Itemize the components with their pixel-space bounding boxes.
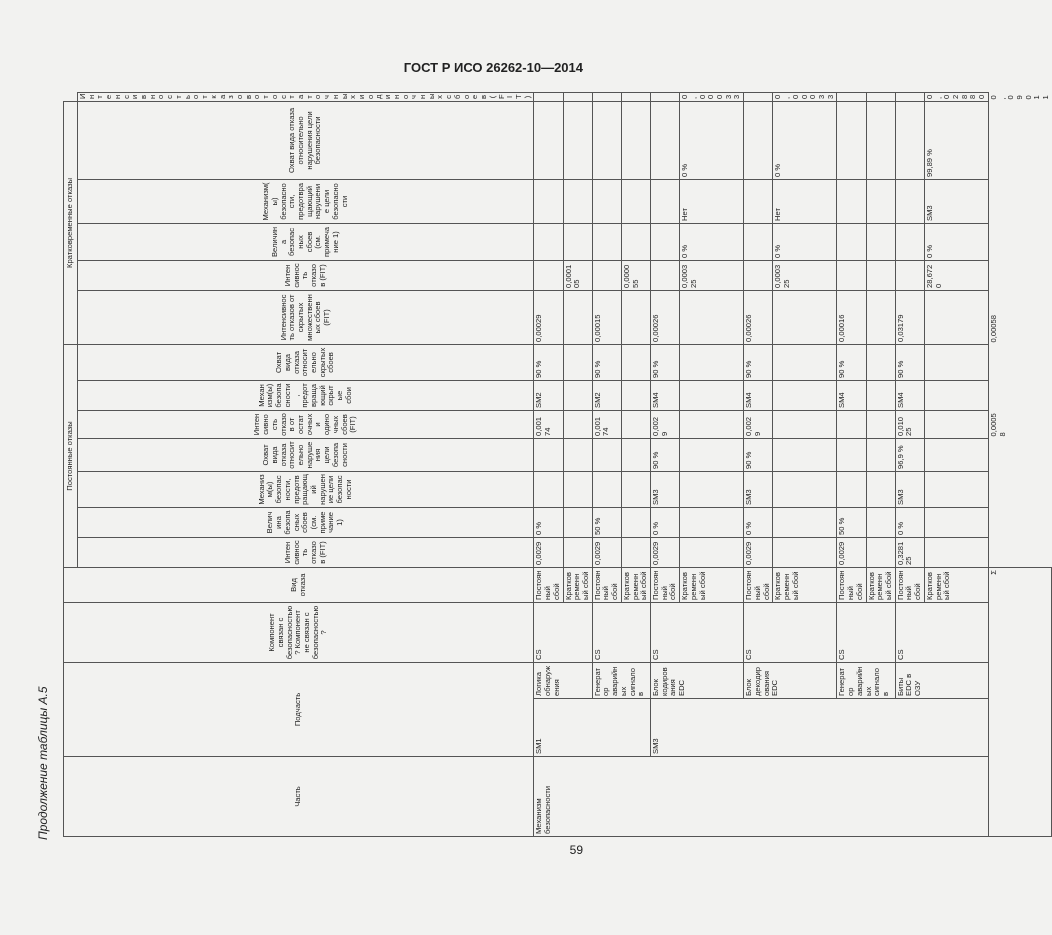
tresid-cell <box>563 93 592 102</box>
tmech-cell <box>744 179 773 223</box>
totals-plat-cell: 0,00058 <box>988 315 998 343</box>
plat-cell: 0,00029 <box>534 290 563 344</box>
pfit-cell: 0,0029 <box>592 537 621 567</box>
psafe-cell <box>680 507 744 537</box>
page-number: 59 <box>569 843 583 857</box>
pmech2-cell <box>866 380 895 410</box>
col-header-tr-mech: Механизм(ы) безопасности, предотвращающий нарушение цели безопасности <box>78 179 534 223</box>
tcov-cell <box>866 101 895 179</box>
pmech1-cell: SM3 <box>651 471 680 507</box>
psafe-cell <box>866 507 895 537</box>
tfit-cell <box>744 260 773 290</box>
col-header-perm-mech1: Механизм(ы) безопасности, предотвращающий нарушение цели безопасности <box>78 471 534 507</box>
pmech2-cell <box>621 380 650 410</box>
tresid-cell: 0,02880 <box>924 93 988 102</box>
tcov-cell: 0 % <box>680 101 744 179</box>
tresid-cell: 0,00033 <box>773 93 837 102</box>
totals-empty-cell <box>988 380 1052 410</box>
tresid-cell <box>534 93 563 102</box>
tmech-cell <box>866 179 895 223</box>
presid-cell <box>866 410 895 438</box>
totals-label-cell: Σ <box>988 567 1052 836</box>
subpart-cell: Блок декодирования EDC <box>744 662 837 698</box>
pcov1-cell: 96,9 % <box>895 438 924 471</box>
pcov2-cell: 90 % <box>837 344 866 380</box>
plat-cell: 0,00026 <box>651 290 680 344</box>
fault-type-cell: Кратковременный сбой <box>563 567 592 602</box>
pfit-cell <box>773 537 837 567</box>
tresid-cell <box>621 93 650 102</box>
presid-cell <box>924 410 988 438</box>
document-code: ГОСТ Р ИСО 26262-10—2014 <box>403 60 583 75</box>
fault-type-cell: Постоянный сбой <box>651 567 680 602</box>
pcov2-cell: 90 % <box>534 344 563 380</box>
tresid-cell <box>866 93 895 102</box>
totals-empty-cell <box>988 438 1052 471</box>
tsafe-cell: 0 % <box>773 223 837 260</box>
pcov2-cell <box>924 344 988 380</box>
pfit-cell <box>866 537 895 567</box>
psafe-cell: 0 % <box>534 507 563 537</box>
part-label-cell: Механизм безопасности <box>534 757 989 837</box>
plat-cell <box>773 290 837 344</box>
col-header-perm-resid: Интенсивность отказов от остаточных и одиночных сбоев (FIT) <box>78 410 534 438</box>
pcov1-cell <box>924 438 988 471</box>
totals-presid-cell: 0,00058 <box>988 413 1007 437</box>
tsafe-cell <box>837 223 866 260</box>
tfit-cell <box>651 260 680 290</box>
fault-type-cell: Кратковременный сбой <box>773 567 837 602</box>
fault-analysis-table <box>63 92 1052 837</box>
presid-cell <box>837 410 866 438</box>
plat-cell <box>563 290 592 344</box>
tcov-cell <box>744 101 773 179</box>
pfit-cell <box>680 537 744 567</box>
tresid-cell <box>651 93 680 102</box>
pmech1-cell <box>773 471 837 507</box>
tfit-cell <box>895 260 924 290</box>
pmech1-cell <box>534 471 563 507</box>
tsafe-cell <box>866 223 895 260</box>
tcov-cell <box>651 101 680 179</box>
table-row <box>651 93 680 837</box>
pmech1-cell: SM3 <box>895 471 924 507</box>
col-header-perm-safe: Величина безопасных сбоев (см. примечание 1) <box>78 507 534 537</box>
tcov-cell <box>592 101 621 179</box>
pmech2-cell: SM2 <box>592 380 621 410</box>
sm1-label-cell: SM1 <box>534 699 651 757</box>
fault-type-cell: Постоянный сбой <box>837 567 866 602</box>
tcov-cell <box>837 101 866 179</box>
psafe-cell <box>924 507 988 537</box>
table-caption: Продолжение таблицы А.5 <box>36 686 50 840</box>
col-header-tr-cov: Охват вида отказа относительно нарушения цели безопасности <box>78 101 534 179</box>
presid-cell <box>680 410 744 438</box>
col-header-perm-cov2: Охват вида отказа относительно скрытых сбоев <box>78 344 534 380</box>
pmech2-cell <box>924 380 988 410</box>
tresid-cell <box>837 93 866 102</box>
safety-related-cell: CS <box>592 602 650 662</box>
fault-type-cell: Постоянный сбой <box>592 567 621 602</box>
pmech2-cell <box>563 380 592 410</box>
tfit-cell <box>534 260 563 290</box>
subpart-cell: Логика обнаружения <box>534 662 592 698</box>
plat-cell <box>924 290 988 344</box>
tcov-cell: 99,89 % <box>924 101 988 179</box>
col-header-fault-type: Вид отказа <box>64 567 534 602</box>
fault-type-cell: Кратковременный сбой <box>680 567 744 602</box>
tsafe-cell <box>621 223 650 260</box>
pcov2-cell <box>773 344 837 380</box>
col-header-perm-cov1: Охват вида отказа относительно нарушения цели безопасности <box>78 438 534 471</box>
col-header-perm-mech2: Механизм(ы) безопасности, предотвращающий скрытые сбои <box>78 380 534 410</box>
pfit-cell: 0,0029 <box>837 537 866 567</box>
pfit-cell <box>621 537 650 567</box>
psafe-cell: 0 % <box>895 507 924 537</box>
tfit-cell <box>866 260 895 290</box>
totals-empty-cell <box>988 179 1052 223</box>
totals-empty-cell <box>988 344 1052 380</box>
tmech-cell <box>563 179 592 223</box>
tfit-cell: 0,000325 <box>680 260 744 290</box>
tfit-cell <box>592 260 621 290</box>
tmech-cell: SM3 <box>924 179 988 223</box>
fault-type-cell: Постоянный сбой <box>895 567 924 602</box>
subpart-cell: Блок кодирования EDC <box>651 662 744 698</box>
pcov2-cell: 90 % <box>592 344 621 380</box>
pcov1-cell <box>680 438 744 471</box>
col-header-tr-resid: Интенсивность отказов от остаточных и одиночных сбоев (FIT) <box>78 93 534 102</box>
totals-row <box>988 93 1052 837</box>
tsafe-cell <box>744 223 773 260</box>
plat-cell <box>866 290 895 344</box>
pfit-cell <box>924 537 988 567</box>
pfit-cell: 0,0029 <box>744 537 773 567</box>
presid-cell <box>621 410 650 438</box>
pcov1-cell <box>773 438 837 471</box>
pmech2-cell: SM2 <box>534 380 563 410</box>
pmech2-cell: SM4 <box>837 380 866 410</box>
col-header-safety-related: Компонент связан с безопасностью? Компонент не связан с безопасностью? <box>64 602 534 662</box>
tsafe-cell <box>534 223 563 260</box>
presid-cell: 0,01025 <box>895 410 924 438</box>
pmech1-cell <box>680 471 744 507</box>
tsafe-cell <box>563 223 592 260</box>
tresid-cell <box>744 93 773 102</box>
plat-cell: 0,00026 <box>744 290 773 344</box>
table-row <box>534 93 563 837</box>
psafe-cell: 0 % <box>744 507 773 537</box>
psafe-cell: 0 % <box>651 507 680 537</box>
tmech-cell <box>621 179 650 223</box>
subpart-cell: Биты EDC в ОЗУ <box>895 662 988 698</box>
fault-type-cell: Постоянный сбой <box>534 567 563 602</box>
tmech-cell: Нет <box>680 179 744 223</box>
totals-empty-cell <box>988 260 1052 290</box>
totals-tresid-cell: 0,09011 <box>988 95 1051 100</box>
tmech-cell: Нет <box>773 179 837 223</box>
col-header-subpart: Подчасть <box>64 662 534 756</box>
pmech2-cell <box>773 380 837 410</box>
tsafe-cell <box>592 223 621 260</box>
tfit-cell: 0,000325 <box>773 260 837 290</box>
pmech1-cell <box>837 471 866 507</box>
pcov1-cell: 90 % <box>651 438 680 471</box>
tcov-cell <box>895 101 924 179</box>
totals-empty-cell <box>988 471 1052 507</box>
pmech1-cell <box>563 471 592 507</box>
pcov2-cell: 90 % <box>651 344 680 380</box>
pmech1-cell <box>924 471 988 507</box>
pcov1-cell <box>866 438 895 471</box>
pcov2-cell: 90 % <box>895 344 924 380</box>
col-group-transient: Кратковременные отказы <box>64 101 78 344</box>
plat-cell: 0,03179 <box>895 290 924 344</box>
tfit-cell: 28,6720 <box>924 260 988 290</box>
tresid-cell: 0,00033 <box>680 93 744 102</box>
plat-cell <box>680 290 744 344</box>
col-header-part: Часть <box>64 757 534 837</box>
pmech2-cell: SM4 <box>895 380 924 410</box>
totals-empty-cell <box>988 507 1052 537</box>
pcov1-cell <box>621 438 650 471</box>
pmech2-cell <box>680 380 744 410</box>
psafe-cell <box>773 507 837 537</box>
pmech1-cell <box>621 471 650 507</box>
col-header-tr-fit: Интенсивность отказов (FIT) <box>78 260 534 290</box>
pfit-cell: 0,0029 <box>651 537 680 567</box>
pcov2-cell <box>563 344 592 380</box>
tsafe-cell <box>651 223 680 260</box>
pcov1-cell: 90 % <box>744 438 773 471</box>
presid-cell: 0,0029 <box>744 410 773 438</box>
fault-type-cell: Кратковременный сбой <box>866 567 895 602</box>
tsafe-cell: 0 % <box>680 223 744 260</box>
presid-cell <box>563 410 592 438</box>
psafe-cell <box>563 507 592 537</box>
tmech-cell <box>895 179 924 223</box>
fault-type-cell: Кратковременный сбой <box>621 567 650 602</box>
tresid-cell <box>592 93 621 102</box>
safety-related-cell: CS <box>744 602 837 662</box>
fault-type-cell: Постоянный сбой <box>744 567 773 602</box>
pfit-cell: 0,328125 <box>895 537 924 567</box>
pmech1-cell: SM3 <box>744 471 773 507</box>
pcov1-cell <box>837 438 866 471</box>
safety-related-cell: CS <box>534 602 592 662</box>
tsafe-cell <box>895 223 924 260</box>
pmech2-cell: SM4 <box>651 380 680 410</box>
plat-cell: 0,00015 <box>592 290 621 344</box>
pcov1-cell <box>534 438 563 471</box>
tfit-cell: 0,000055 <box>621 260 650 290</box>
tcov-cell: 0 % <box>773 101 837 179</box>
tfit-cell <box>837 260 866 290</box>
col-header-tr-safe: Величина безопасных сбоев (см. примечание 1) <box>78 223 534 260</box>
tmech-cell <box>837 179 866 223</box>
pcov2-cell <box>621 344 650 380</box>
totals-empty-cell <box>988 101 1052 179</box>
col-group-permanent: Постоянные отказы <box>64 344 78 567</box>
pcov1-cell <box>592 438 621 471</box>
safety-related-cell: CS <box>837 602 895 662</box>
pcov1-cell <box>563 438 592 471</box>
col-header-perm-fit: Интенсивность отказов (FIT) <box>78 537 534 567</box>
presid-cell: 0,00174 <box>592 410 621 438</box>
tmech-cell <box>534 179 563 223</box>
totals-empty-cell <box>988 537 1052 567</box>
presid-cell <box>773 410 837 438</box>
psafe-cell: 50 % <box>837 507 866 537</box>
safety-related-cell: CS <box>651 602 744 662</box>
table-body <box>534 93 1052 837</box>
safety-related-cell: CS <box>895 602 988 662</box>
fault-type-cell: Кратковременный сбой <box>924 567 988 602</box>
sm3-label-cell: SM3 <box>651 699 989 757</box>
presid-cell: 0,0029 <box>651 410 680 438</box>
pcov2-cell <box>866 344 895 380</box>
presid-cell: 0,00174 <box>534 410 563 438</box>
psafe-cell <box>621 507 650 537</box>
pmech1-cell <box>866 471 895 507</box>
pcov2-cell: 90 % <box>744 344 773 380</box>
rotated-table-container <box>63 92 1051 837</box>
totals-empty-cell <box>988 223 1052 260</box>
pmech1-cell <box>592 471 621 507</box>
tmech-cell <box>651 179 680 223</box>
subpart-cell: Генератор аварийных сигналов <box>837 662 895 698</box>
tcov-cell <box>621 101 650 179</box>
col-header-perm-latent: Интенсивность отказов от скрытых множественных сбоев (FIT) <box>78 290 534 344</box>
psafe-cell: 50 % <box>592 507 621 537</box>
tmech-cell <box>592 179 621 223</box>
plat-cell <box>621 290 650 344</box>
pcov2-cell <box>680 344 744 380</box>
tresid-cell <box>895 93 924 102</box>
pfit-cell: 0,0029 <box>534 537 563 567</box>
subpart-cell: Генератор аварийных сигналов <box>592 662 650 698</box>
tfit-cell: 0,000105 <box>563 260 592 290</box>
pmech2-cell: SM4 <box>744 380 773 410</box>
pfit-cell <box>563 537 592 567</box>
tcov-cell <box>534 101 563 179</box>
tsafe-cell: 0 % <box>924 223 988 260</box>
tcov-cell <box>563 101 592 179</box>
plat-cell: 0,00016 <box>837 290 866 344</box>
